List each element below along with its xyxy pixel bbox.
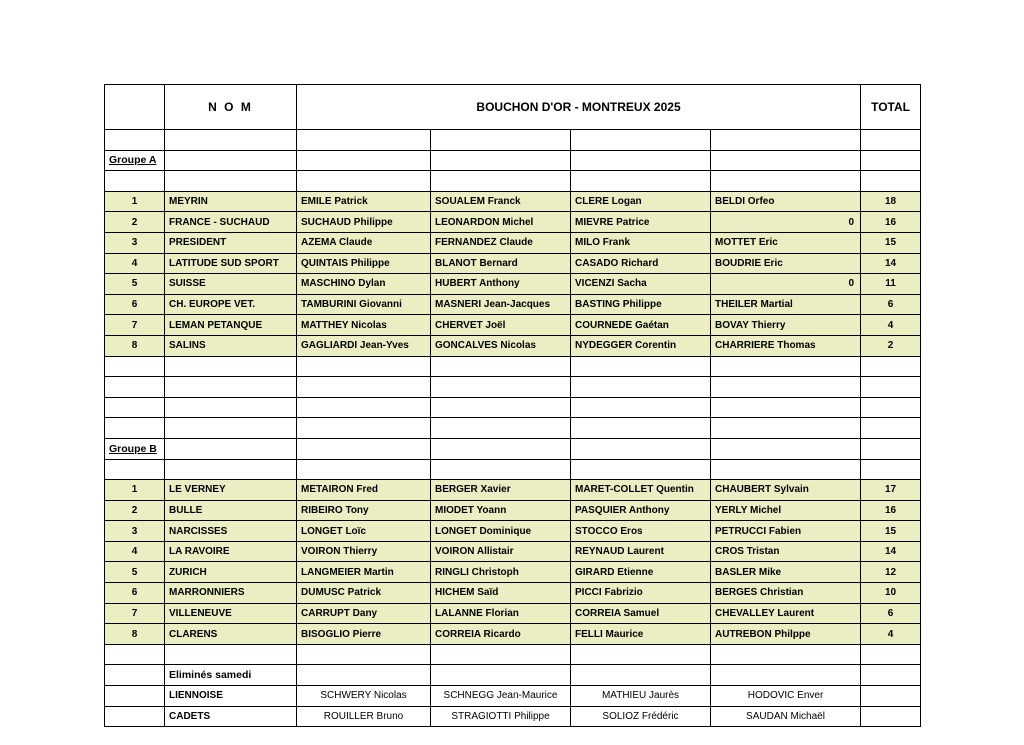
blank-cell	[105, 356, 165, 377]
table-header-row	[105, 85, 921, 130]
elim-blank-cell	[431, 665, 571, 686]
row-player-2: GONCALVES Nicolas	[431, 335, 571, 356]
elim-blank-cell	[861, 665, 921, 686]
row-player-3: REYNAUD Laurent	[571, 541, 711, 562]
row-total: 16	[861, 500, 921, 521]
blank-cell	[861, 356, 921, 377]
row-team: PRESIDENT	[165, 232, 297, 253]
elim-total	[861, 706, 921, 727]
blank-cell	[165, 644, 297, 665]
table-row[interactable]	[105, 232, 921, 253]
row-player-1: QUINTAIS Philippe	[297, 253, 431, 274]
row-total: 4	[861, 315, 921, 336]
blank-cell	[431, 377, 571, 398]
blank-row	[105, 130, 921, 151]
row-player-4: 0	[711, 274, 861, 295]
blank-cell	[165, 418, 297, 439]
blank-cell	[165, 356, 297, 377]
row-rank: 1	[105, 191, 165, 212]
row-player-3: CLERE Logan	[571, 191, 711, 212]
row-team: VILLENEUVE	[165, 603, 297, 624]
blank-cell	[431, 397, 571, 418]
row-team: LE VERNEY	[165, 480, 297, 501]
row-player-4: YERLY Michel	[711, 500, 861, 521]
row-player-2: LALANNE Florian	[431, 603, 571, 624]
blank-cell	[711, 459, 861, 480]
row-player-3: COURNEDE Gaétan	[571, 315, 711, 336]
row-player-1: METAIRON Fred	[297, 480, 431, 501]
blank-cell	[297, 459, 431, 480]
row-rank: 8	[105, 624, 165, 645]
blank-cell	[297, 171, 431, 192]
group-header-row	[105, 150, 921, 171]
table-row[interactable]	[105, 500, 921, 521]
blank-cell	[297, 644, 431, 665]
elim-player-2: STRAGIOTTI Philippe	[431, 706, 571, 727]
row-player-3: CORREIA Samuel	[571, 603, 711, 624]
eliminated-header-row	[105, 665, 921, 686]
group-blank-cell	[711, 150, 861, 171]
row-team: LATITUDE SUD SPORT	[165, 253, 297, 274]
row-player-3: BASTING Philippe	[571, 294, 711, 315]
blank-cell	[431, 130, 571, 151]
blank-cell	[711, 397, 861, 418]
row-player-2: MASNERI Jean-Jacques	[431, 294, 571, 315]
blank-cell	[711, 356, 861, 377]
row-player-4: CROS Tristan	[711, 541, 861, 562]
table-row[interactable]	[105, 521, 921, 542]
blank-cell	[431, 171, 571, 192]
blank-cell	[861, 644, 921, 665]
row-rank: 4	[105, 253, 165, 274]
blank-row	[105, 356, 921, 377]
row-player-4: PETRUCCI Fabien	[711, 521, 861, 542]
blank-cell	[431, 418, 571, 439]
blank-cell	[105, 644, 165, 665]
group-blank-cell	[165, 438, 297, 459]
table-row[interactable]	[105, 191, 921, 212]
group-blank-cell	[297, 150, 431, 171]
row-player-4: AUTREBON Philppe	[711, 624, 861, 645]
row-player-3: STOCCO Eros	[571, 521, 711, 542]
blank-cell	[431, 356, 571, 377]
blank-cell	[297, 397, 431, 418]
row-player-2: SOUALEM Franck	[431, 191, 571, 212]
group-label: Groupe B	[105, 438, 165, 459]
row-rank: 2	[105, 212, 165, 233]
blank-row	[105, 644, 921, 665]
blank-cell	[571, 171, 711, 192]
table-row[interactable]	[105, 603, 921, 624]
row-team: CH. EUROPE VET.	[165, 294, 297, 315]
row-player-2: VOIRON Allistair	[431, 541, 571, 562]
eliminated-row[interactable]	[105, 706, 921, 727]
row-player-1: SUCHAUD Philippe	[297, 212, 431, 233]
row-player-4: 0	[711, 212, 861, 233]
row-player-1: CARRUPT Dany	[297, 603, 431, 624]
blank-cell	[571, 459, 711, 480]
elim-player-3: MATHIEU Jaurès	[571, 686, 711, 707]
blank-row	[105, 171, 921, 192]
row-player-2: HICHEM Saïd	[431, 583, 571, 604]
blank-cell	[165, 377, 297, 398]
elim-total	[861, 686, 921, 707]
row-player-1: TAMBURINI Giovanni	[297, 294, 431, 315]
row-player-4: MOTTET Eric	[711, 232, 861, 253]
row-total: 12	[861, 562, 921, 583]
row-rank: 3	[105, 232, 165, 253]
group-label: Groupe A	[105, 150, 165, 171]
elim-team: LIENNOISE	[165, 686, 297, 707]
row-player-4: THEILER Martial	[711, 294, 861, 315]
row-total: 10	[861, 583, 921, 604]
row-team: CLARENS	[165, 624, 297, 645]
blank-cell	[431, 644, 571, 665]
row-player-3: CASADO Richard	[571, 253, 711, 274]
elim-blank-cell	[297, 665, 431, 686]
row-player-1: MATTHEY Nicolas	[297, 315, 431, 336]
row-player-1: AZEMA Claude	[297, 232, 431, 253]
blank-cell	[571, 418, 711, 439]
row-player-3: NYDEGGER Corentin	[571, 335, 711, 356]
row-player-1: VOIRON Thierry	[297, 541, 431, 562]
row-player-1: LONGET Loïc	[297, 521, 431, 542]
blank-cell	[297, 377, 431, 398]
row-rank: 5	[105, 274, 165, 295]
blank-cell	[861, 418, 921, 439]
row-total: 11	[861, 274, 921, 295]
elim-rank	[105, 706, 165, 727]
table-row[interactable]	[105, 624, 921, 645]
row-player-1: RIBEIRO Tony	[297, 500, 431, 521]
row-team: FRANCE - SUCHAUD	[165, 212, 297, 233]
elim-player-4: SAUDAN Michaël	[711, 706, 861, 727]
row-total: 4	[861, 624, 921, 645]
blank-row	[105, 377, 921, 398]
row-total: 15	[861, 521, 921, 542]
row-rank: 3	[105, 521, 165, 542]
row-player-2: BERGER Xavier	[431, 480, 571, 501]
row-team: MARRONNIERS	[165, 583, 297, 604]
eliminated-row[interactable]	[105, 686, 921, 707]
group-header-row	[105, 438, 921, 459]
header-title: BOUCHON D'OR - MONTREUX 2025	[297, 85, 861, 130]
blank-cell	[431, 459, 571, 480]
blank-cell	[571, 644, 711, 665]
row-player-1: GAGLIARDI Jean-Yves	[297, 335, 431, 356]
row-player-3: MARET-COLLET Quentin	[571, 480, 711, 501]
table-row[interactable]	[105, 253, 921, 274]
elim-rank	[105, 686, 165, 707]
table-row[interactable]	[105, 562, 921, 583]
row-player-3: PICCI Fabrizio	[571, 583, 711, 604]
blank-cell	[165, 397, 297, 418]
blank-cell	[105, 171, 165, 192]
elim-spacer	[105, 665, 165, 686]
group-blank-cell	[571, 150, 711, 171]
elim-player-3: SOLIOZ Frédéric	[571, 706, 711, 727]
blank-row	[105, 397, 921, 418]
row-rank: 7	[105, 603, 165, 624]
blank-cell	[861, 171, 921, 192]
blank-row	[105, 418, 921, 439]
row-player-3: MILO Frank	[571, 232, 711, 253]
row-rank: 6	[105, 583, 165, 604]
row-player-4: BERGES Christian	[711, 583, 861, 604]
blank-cell	[105, 397, 165, 418]
row-player-3: MIEVRE Patrice	[571, 212, 711, 233]
row-player-4: CHARRIERE Thomas	[711, 335, 861, 356]
row-player-1: EMILE Patrick	[297, 191, 431, 212]
row-total: 15	[861, 232, 921, 253]
row-player-4: CHAUBERT Sylvain	[711, 480, 861, 501]
row-team: ZURICH	[165, 562, 297, 583]
blank-cell	[105, 377, 165, 398]
blank-cell	[711, 644, 861, 665]
row-team: LA RAVOIRE	[165, 541, 297, 562]
table-body	[105, 85, 921, 727]
group-blank-cell	[297, 438, 431, 459]
row-team: NARCISSES	[165, 521, 297, 542]
row-team: SUISSE	[165, 274, 297, 295]
table-row[interactable]	[105, 541, 921, 562]
row-total: 17	[861, 480, 921, 501]
row-player-4: BASLER Mike	[711, 562, 861, 583]
blank-cell	[297, 356, 431, 377]
elim-player-1: ROUILLER Bruno	[297, 706, 431, 727]
row-total: 16	[861, 212, 921, 233]
row-total: 6	[861, 294, 921, 315]
row-rank: 1	[105, 480, 165, 501]
elim-blank-cell	[571, 665, 711, 686]
blank-cell	[297, 130, 431, 151]
blank-cell	[105, 130, 165, 151]
blank-cell	[711, 130, 861, 151]
blank-cell	[105, 418, 165, 439]
row-rank: 5	[105, 562, 165, 583]
row-team: LEMAN PETANQUE	[165, 315, 297, 336]
row-player-1: MASCHINO Dylan	[297, 274, 431, 295]
blank-cell	[861, 377, 921, 398]
row-total: 14	[861, 541, 921, 562]
row-total: 6	[861, 603, 921, 624]
row-rank: 2	[105, 500, 165, 521]
header-total: TOTAL	[861, 85, 921, 130]
row-total: 18	[861, 191, 921, 212]
table-row[interactable]	[105, 583, 921, 604]
row-player-2: LEONARDON Michel	[431, 212, 571, 233]
blank-cell	[297, 418, 431, 439]
row-rank: 8	[105, 335, 165, 356]
blank-cell	[711, 418, 861, 439]
row-player-2: RINGLI Christoph	[431, 562, 571, 583]
header-nom: N O M	[165, 85, 297, 130]
blank-cell	[711, 377, 861, 398]
blank-cell	[571, 397, 711, 418]
row-total: 2	[861, 335, 921, 356]
group-blank-cell	[431, 438, 571, 459]
group-blank-cell	[861, 150, 921, 171]
row-player-2: HUBERT Anthony	[431, 274, 571, 295]
blank-cell	[105, 459, 165, 480]
group-blank-cell	[711, 438, 861, 459]
group-blank-cell	[571, 438, 711, 459]
row-rank: 6	[105, 294, 165, 315]
elim-player-2: SCHNEGG Jean-Maurice	[431, 686, 571, 707]
blank-cell	[571, 356, 711, 377]
blank-cell	[861, 130, 921, 151]
blank-cell	[165, 459, 297, 480]
blank-cell	[571, 130, 711, 151]
row-player-3: GIRARD Etienne	[571, 562, 711, 583]
group-blank-cell	[861, 438, 921, 459]
table-row[interactable]	[105, 315, 921, 336]
blank-cell	[571, 377, 711, 398]
elim-blank-cell	[711, 665, 861, 686]
eliminated-label: Eliminés samedi	[165, 665, 297, 686]
table-row[interactable]	[105, 480, 921, 501]
group-blank-cell	[431, 150, 571, 171]
results-table	[104, 84, 921, 727]
blank-row	[105, 459, 921, 480]
table-row[interactable]	[105, 274, 921, 295]
row-player-4: BOUDRIE Eric	[711, 253, 861, 274]
blank-cell	[711, 171, 861, 192]
row-team: MEYRIN	[165, 191, 297, 212]
row-player-2: CHERVET Joël	[431, 315, 571, 336]
row-player-2: CORREIA Ricardo	[431, 624, 571, 645]
elim-team: CADETS	[165, 706, 297, 727]
row-team: BULLE	[165, 500, 297, 521]
row-player-3: VICENZI Sacha	[571, 274, 711, 295]
blank-cell	[861, 459, 921, 480]
blank-cell	[165, 130, 297, 151]
row-player-3: PASQUIER Anthony	[571, 500, 711, 521]
row-player-1: LANGMEIER Martin	[297, 562, 431, 583]
group-blank-cell	[165, 150, 297, 171]
row-player-2: LONGET Dominique	[431, 521, 571, 542]
row-player-1: BISOGLIO Pierre	[297, 624, 431, 645]
elim-player-4: HODOVIC Enver	[711, 686, 861, 707]
row-player-2: MIODET Yoann	[431, 500, 571, 521]
header-spacer	[105, 85, 165, 130]
blank-cell	[861, 397, 921, 418]
row-player-4: BELDI Orfeo	[711, 191, 861, 212]
row-player-3: FELLI Maurice	[571, 624, 711, 645]
row-rank: 4	[105, 541, 165, 562]
row-team: SALINS	[165, 335, 297, 356]
elim-player-1: SCHWERY Nicolas	[297, 686, 431, 707]
table-row[interactable]	[105, 294, 921, 315]
blank-cell	[165, 171, 297, 192]
row-player-2: FERNANDEZ Claude	[431, 232, 571, 253]
table-row[interactable]	[105, 335, 921, 356]
row-player-4: BOVAY Thierry	[711, 315, 861, 336]
row-player-2: BLANOT Bernard	[431, 253, 571, 274]
row-player-1: DUMUSC Patrick	[297, 583, 431, 604]
table-row[interactable]	[105, 212, 921, 233]
row-player-4: CHEVALLEY Laurent	[711, 603, 861, 624]
row-total: 14	[861, 253, 921, 274]
row-rank: 7	[105, 315, 165, 336]
